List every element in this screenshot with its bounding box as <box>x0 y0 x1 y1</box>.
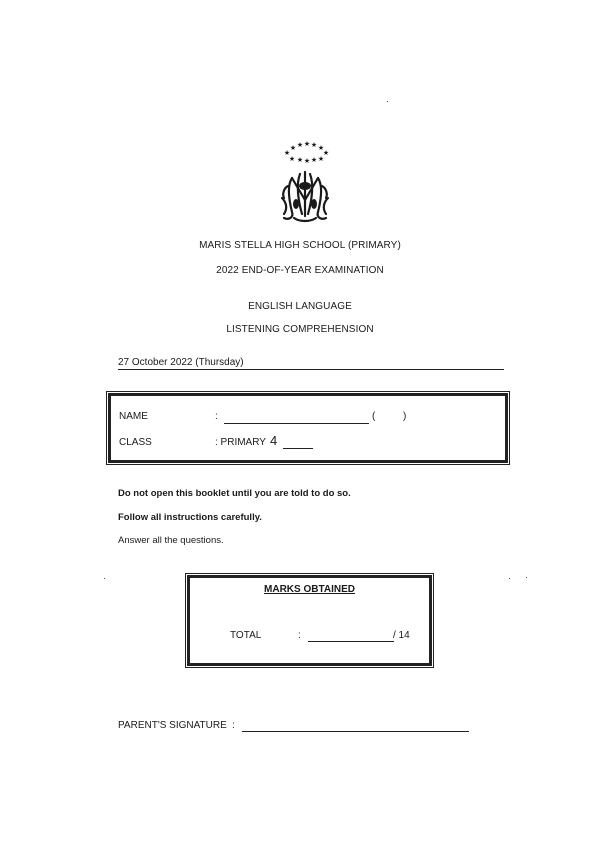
scan-speck <box>104 578 105 579</box>
marks-title: MARKS OBTAINED <box>264 584 355 595</box>
svg-text:★: ★ <box>317 144 325 152</box>
class-label: CLASS <box>119 437 152 448</box>
name-label: NAME <box>119 411 148 422</box>
svg-text:★: ★ <box>310 156 318 164</box>
instruction-line: Do not open this booklet until you are told to do so. <box>118 488 351 499</box>
school-crest-logo <box>270 138 340 224</box>
total-colon: : <box>298 630 301 641</box>
svg-text:★: ★ <box>303 140 311 148</box>
svg-text:★: ★ <box>283 149 291 157</box>
signature-colon: : <box>232 720 235 731</box>
index-number-field[interactable] <box>379 409 401 423</box>
instruction-line: Follow all instructions carefully. <box>118 512 262 523</box>
instruction-line: Answer all the questions. <box>118 535 224 546</box>
student-details-box <box>108 393 508 463</box>
class-value: : PRIMARY <box>215 437 266 448</box>
svg-text:★: ★ <box>303 157 311 165</box>
date-underline <box>118 369 242 370</box>
name-field-line[interactable] <box>224 423 369 424</box>
svg-text:★: ★ <box>310 141 318 149</box>
exam-title: 2022 END-OF-YEAR EXAMINATION <box>216 265 384 276</box>
date-rule <box>238 369 504 370</box>
paper-title: LISTENING COMPREHENSION <box>226 324 374 335</box>
total-out-of: / 14 <box>393 630 410 641</box>
scan-speck <box>526 577 527 578</box>
total-label: TOTAL <box>230 630 262 641</box>
school-name: MARIS STELLA HIGH SCHOOL (PRIMARY) <box>199 240 401 251</box>
signature-line[interactable] <box>242 731 469 732</box>
svg-text:★: ★ <box>317 155 325 163</box>
name-colon: : <box>215 411 218 422</box>
svg-text:★: ★ <box>322 149 330 157</box>
crest-stars <box>284 140 329 165</box>
subject-title: ENGLISH LANGUAGE <box>248 301 352 312</box>
total-score-line[interactable] <box>308 641 394 642</box>
svg-text:★: ★ <box>289 144 297 152</box>
index-close-paren: ) <box>403 411 407 422</box>
svg-text:★: ★ <box>288 155 296 163</box>
signature-label: PARENT'S SIGNATURE <box>118 720 227 731</box>
marks-obtained-box <box>187 575 432 666</box>
scan-speck <box>387 101 388 102</box>
class-number: 4 <box>270 433 278 448</box>
svg-text:★: ★ <box>296 141 304 149</box>
crest-monogram <box>282 172 328 221</box>
index-open-paren: ( <box>372 411 376 422</box>
scan-speck <box>509 578 510 579</box>
class-field-line[interactable] <box>283 448 313 449</box>
svg-text:★: ★ <box>296 156 304 164</box>
exam-date: 27 October 2022 (Thursday) <box>118 357 244 368</box>
